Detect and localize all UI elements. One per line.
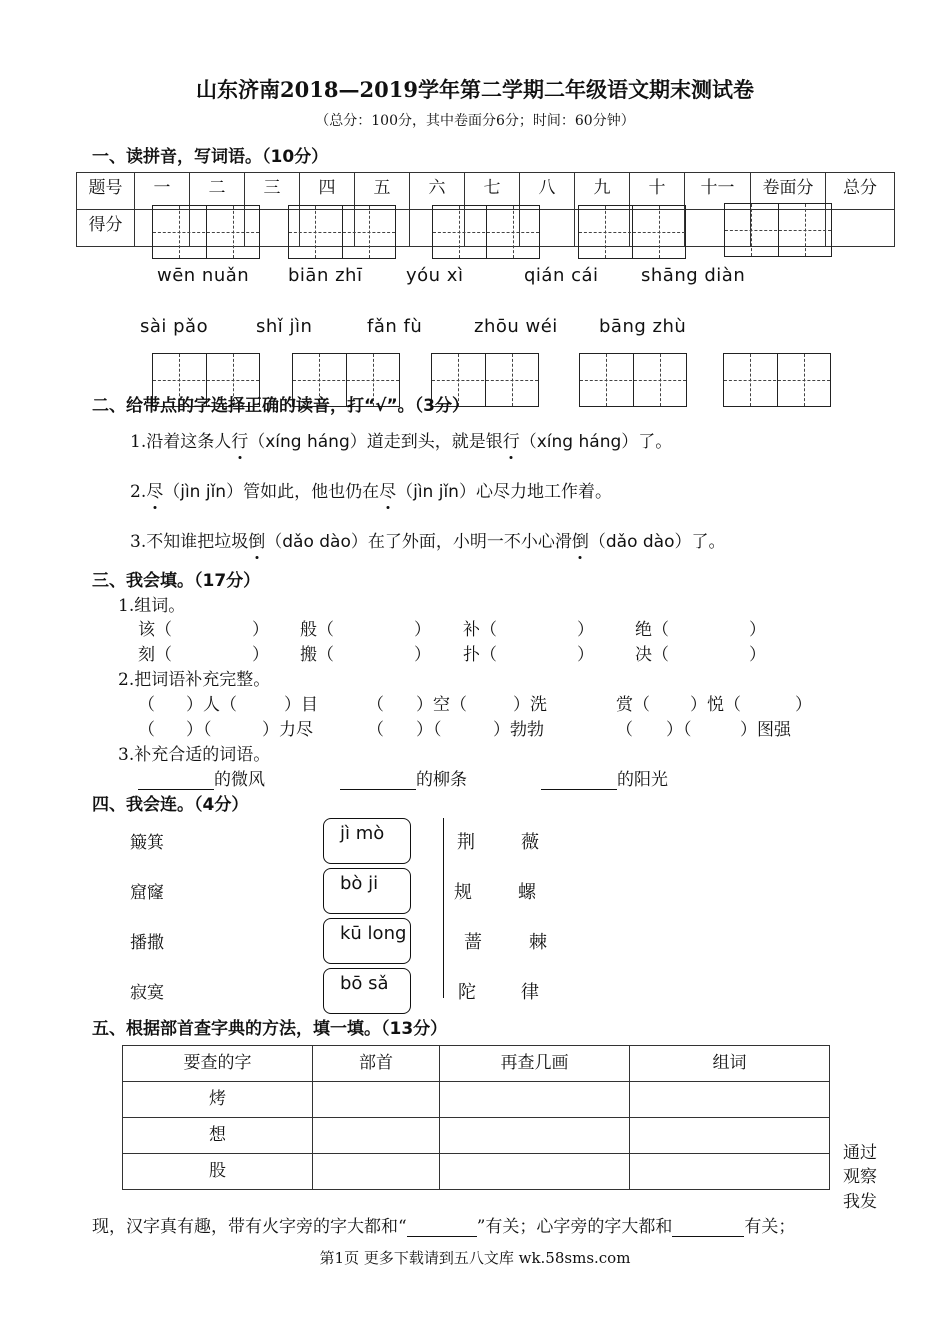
idiom-part: （ — [616, 720, 633, 740]
word-prompt: 该（ — [138, 620, 172, 640]
fill-item — [340, 765, 467, 790]
question-2-3 — [130, 527, 725, 552]
q-text: 1.沿着这条人 — [130, 432, 232, 452]
match-word[interactable]: 窟窿 — [130, 883, 164, 903]
writing-grid[interactable] — [724, 203, 832, 257]
pinyin-prompt: shǐ jìn — [256, 316, 313, 337]
dict-cell[interactable] — [630, 1154, 830, 1190]
match-char[interactable]: 规 — [454, 882, 472, 903]
page-subtitle: （总分：100分，其中卷面分6分；时间：60分钟） — [315, 113, 635, 129]
word-prompt: 绝（ — [635, 620, 669, 640]
sub-heading: 1.组词。 — [118, 596, 186, 616]
dotted-char: 倒 — [248, 527, 265, 552]
idiom-part: ）（ — [666, 720, 692, 740]
q-text: 2. — [130, 482, 147, 502]
fill-blank[interactable] — [672, 1218, 744, 1237]
word-bracket: ） — [414, 620, 431, 640]
fill-label: 的柳条 — [416, 770, 467, 790]
idiom-part: ）（ — [416, 720, 442, 740]
dict-row — [123, 1154, 830, 1190]
idiom-part: （ — [367, 695, 384, 715]
match-word[interactable]: 寂寞 — [130, 983, 164, 1003]
dict-char: 烤 — [123, 1082, 313, 1118]
word-prompt: 刻（ — [138, 645, 172, 665]
page-footer: 第1页 更多下载请到五八文库 wk.58sms.com — [319, 1249, 631, 1267]
dict-header: 部首 — [313, 1046, 440, 1082]
word-prompt: 补（ — [463, 620, 497, 640]
dict-cell[interactable] — [630, 1082, 830, 1118]
word-prompt: 般（ — [300, 620, 334, 640]
word-prompt: 决（ — [635, 645, 669, 665]
dict-header: 要查的字 — [123, 1046, 313, 1082]
text-part: 现，汉字真有趣，带有火字旁的字大都和“ — [92, 1217, 407, 1237]
word-bracket: ） — [749, 645, 766, 665]
idiom-part: ） — [795, 695, 812, 715]
match-pinyin[interactable]: kū long — [323, 918, 411, 964]
match-char[interactable]: 律 — [521, 982, 539, 1003]
pinyin-prompt: shāng diàn — [641, 265, 746, 286]
idiom-part: ）目 — [284, 695, 318, 715]
dict-cell[interactable] — [440, 1118, 630, 1154]
fill-item — [541, 765, 668, 790]
text-part: ”有关；心字旁的字大都和 — [476, 1217, 673, 1237]
side-note: 观察 — [843, 1167, 877, 1187]
match-word[interactable]: 簸箕 — [130, 833, 164, 853]
idiom-part: ）勃勃 — [493, 720, 544, 740]
side-note: 我发 — [843, 1192, 877, 1212]
text-part: 有关； — [744, 1217, 796, 1237]
sub-heading: 3.补充合适的词语。 — [118, 745, 271, 765]
match-pinyin[interactable]: bò ji — [323, 868, 411, 914]
dict-cell[interactable] — [630, 1118, 830, 1154]
match-char[interactable]: 荆 — [457, 832, 475, 853]
match-word[interactable]: 播撒 — [130, 933, 164, 953]
match-pinyin[interactable]: bō sǎ — [323, 968, 411, 1014]
dotted-char: 尽 — [146, 477, 163, 502]
writing-grid[interactable] — [152, 205, 260, 259]
score-col: 十 — [630, 173, 685, 210]
score-col: 八 — [520, 173, 575, 210]
dotted-char: 倒 — [572, 527, 589, 552]
score-value-label: 得分 — [77, 210, 135, 247]
dotted-char: 行 — [231, 427, 248, 452]
score-col: 十一 — [685, 173, 751, 210]
idiom-part: ）力尽 — [262, 720, 313, 740]
section5-text — [92, 1212, 795, 1237]
word-prompt: 搬（ — [300, 645, 334, 665]
writing-grid[interactable] — [723, 353, 831, 407]
q-text: （xíng háng）道走到头，就是银 — [248, 432, 503, 452]
dict-cell[interactable] — [440, 1154, 630, 1190]
score-col: 二 — [190, 173, 245, 210]
idiom-part: （ — [138, 720, 155, 740]
score-col: 一 — [135, 173, 190, 210]
question-2-2 — [130, 477, 612, 502]
dict-cell[interactable] — [313, 1118, 440, 1154]
q-text: （jìn jǐn）管如此，他也仍在 — [163, 482, 380, 502]
match-pinyin[interactable]: jì mò — [323, 818, 411, 864]
score-col: 六 — [410, 173, 465, 210]
fill-label: 的阳光 — [617, 770, 668, 790]
idiom-part: 赏（ — [616, 695, 650, 715]
dict-cell[interactable] — [313, 1082, 440, 1118]
dotted-char: 尽 — [379, 477, 396, 502]
fill-blank[interactable] — [138, 771, 214, 790]
fill-label: 的微风 — [214, 770, 265, 790]
dict-char: 想 — [123, 1118, 313, 1154]
fill-item — [138, 765, 265, 790]
idiom-part: ）图强 — [740, 720, 791, 740]
word-bracket: ） — [749, 620, 766, 640]
dictionary-table — [122, 1045, 830, 1190]
section4-heading: 四、我会连。（4分） — [92, 795, 249, 815]
idiom-part: ）洗 — [513, 695, 547, 715]
score-col: 七 — [465, 173, 520, 210]
pinyin-prompt: fǎn fù — [367, 316, 423, 337]
q-text: 3.不知谁把垃圾 — [130, 532, 249, 552]
writing-grid[interactable] — [432, 205, 540, 259]
section3-heading: 三、我会填。（17分） — [92, 571, 261, 591]
fill-blank[interactable] — [407, 1218, 477, 1237]
idiom-part: ）悦（ — [690, 695, 741, 715]
pinyin-prompt: bāng zhù — [599, 316, 687, 337]
dict-header: 组词 — [630, 1046, 830, 1082]
score-col: 三 — [245, 173, 300, 210]
side-note: 通过 — [843, 1143, 877, 1163]
dict-row — [123, 1082, 830, 1118]
word-bracket: ） — [577, 645, 594, 665]
score-col: 总分 — [826, 173, 895, 210]
pinyin-prompt: zhōu wéi — [474, 316, 558, 337]
dict-header: 再查几画 — [440, 1046, 630, 1082]
pinyin-prompt: wēn nuǎn — [157, 265, 250, 286]
match-char[interactable]: 陀 — [458, 982, 476, 1003]
dict-row — [123, 1118, 830, 1154]
word-bracket: ） — [252, 645, 269, 665]
dict-cell[interactable] — [313, 1154, 440, 1190]
q-text: （jìn jǐn）心尽力地工作着。 — [396, 482, 612, 502]
idiom-part: （ — [138, 695, 155, 715]
idiom-part: ）人（ — [186, 695, 237, 715]
page-title: 山东济南2018—2019学年第二学期二年级语文期末测试卷 — [196, 77, 754, 102]
word-bracket: ） — [577, 620, 594, 640]
dotted-char: 行 — [503, 427, 520, 452]
q-text: （dǎo dào）了。 — [588, 532, 726, 552]
score-header-label: 题号 — [77, 173, 135, 210]
score-col: 卷面分 — [751, 173, 826, 210]
divider-line — [443, 818, 444, 998]
match-char[interactable]: 薇 — [521, 832, 539, 853]
writing-grid[interactable] — [288, 205, 396, 259]
fill-blank[interactable] — [541, 771, 617, 790]
idiom-part: ）空（ — [416, 695, 467, 715]
dict-header-row — [123, 1046, 830, 1082]
section1-heading: 一、读拼音，写词语。（10分） — [92, 147, 329, 167]
word-bracket: ） — [252, 620, 269, 640]
idiom-part: （ — [367, 720, 384, 740]
match-char[interactable]: 蔷 — [464, 932, 482, 953]
q-text: （xíng háng）了。 — [519, 432, 673, 452]
pinyin-prompt: qián cái — [524, 265, 599, 286]
sub-heading: 2.把词语补充完整。 — [118, 670, 271, 690]
score-col: 五 — [355, 173, 410, 210]
pinyin-prompt: sài pǎo — [140, 316, 209, 337]
match-char[interactable]: 螺 — [518, 882, 536, 903]
pinyin-prompt: biān zhī — [288, 265, 363, 286]
q-text: （dǎo dào）在了外面，小明一不小心滑 — [265, 532, 572, 552]
word-bracket: ） — [414, 645, 431, 665]
writing-grid[interactable] — [578, 205, 686, 259]
word-prompt: 扑（ — [463, 645, 497, 665]
match-char[interactable]: 棘 — [529, 932, 547, 953]
section2-heading: 二、给带点的字选择正确的读音，打“√”。（3分） — [92, 396, 470, 416]
pinyin-prompt: yóu xì — [406, 265, 464, 286]
score-col: 四 — [300, 173, 355, 210]
writing-grid[interactable] — [579, 353, 687, 407]
idiom-part: ）（ — [186, 720, 212, 740]
dict-cell[interactable] — [440, 1082, 630, 1118]
question-2-1 — [130, 427, 672, 452]
dict-char: 股 — [123, 1154, 313, 1190]
fill-blank[interactable] — [340, 771, 416, 790]
score-col: 九 — [575, 173, 630, 210]
score-cell[interactable] — [826, 210, 895, 247]
section5-heading: 五、根据部首查字典的方法，填一填。（13分） — [92, 1019, 448, 1039]
